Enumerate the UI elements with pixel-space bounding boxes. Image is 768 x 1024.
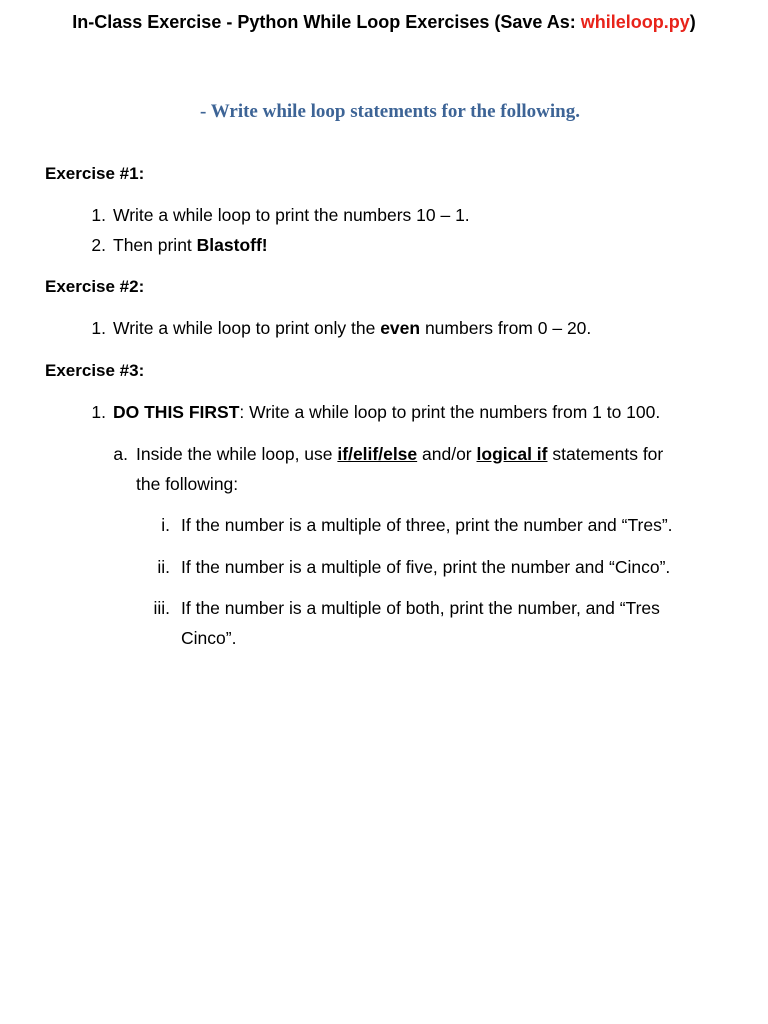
item-text-pre: Then print (113, 235, 197, 255)
list-number: 1. (91, 205, 106, 225)
exercise-2-item-1 (0, 313, 768, 343)
list-roman-numeral: iii. (153, 598, 170, 618)
title-filename: whileloop.py (580, 12, 690, 32)
item-text: If the number is a multiple of both, print the number, and “Tres (181, 598, 660, 618)
exercise-3-subitem-i (0, 510, 768, 540)
list-roman-numeral: ii. (157, 557, 170, 577)
exercise-1-heading: Exercise #1: (45, 164, 145, 183)
item-text-bold: DO THIS FIRST (113, 402, 240, 422)
list-roman-numeral: i. (161, 515, 170, 535)
item-text-mid: and/or (417, 444, 477, 464)
item-text-pre: Write a while loop to print only the (113, 318, 381, 338)
item-text-underlined-1: if/elif/else (337, 444, 418, 464)
item-text: If the number is a multiple of three, print the number and “Tres”. (181, 515, 673, 535)
list-number: 2. (91, 235, 106, 255)
item-text-post: numbers from 0 – 20. (420, 318, 592, 338)
item-text-post: : Write a while loop to print the numbers from 1 to 100. (239, 402, 661, 422)
item-text-post: statements for (547, 444, 664, 464)
item-text-bold: even (380, 318, 421, 338)
document-title (0, 10, 768, 34)
exercise-3-subitem-a (0, 439, 768, 499)
item-text: If the number is a multiple of five, print the number and “Cinco”. (181, 557, 671, 577)
item-text-line2: Cinco”. (181, 628, 237, 648)
item-text (113, 397, 660, 427)
exercise-3-subitem-ii (0, 552, 768, 582)
exercise-3-heading: Exercise #3: (45, 361, 145, 380)
exercise-3-subitem-iii (0, 593, 768, 653)
title-prefix: In-Class Exercise - Python While Loop Exercises (Save As: (72, 12, 581, 32)
instruction-line: - Write while loop statements for the following. (200, 101, 580, 122)
exercise-1-item-2 (0, 230, 768, 260)
item-text (113, 230, 268, 260)
exercise-1-item-1 (0, 200, 768, 230)
item-text-pre: Inside the while loop, use (136, 444, 338, 464)
exercise-3-item-1 (0, 397, 768, 427)
item-text-bold: Blastoff! (196, 235, 268, 255)
title-suffix: ) (689, 12, 696, 32)
item-text-underlined-2: logical if (476, 444, 548, 464)
item-text (113, 313, 591, 343)
list-number: 1. (91, 318, 106, 338)
item-text: Write a while loop to print the numbers 10 – 1. (113, 205, 470, 225)
list-letter: a. (113, 444, 128, 464)
item-text-line2: the following: (136, 474, 239, 494)
list-number: 1. (91, 402, 106, 422)
item-text (136, 439, 663, 469)
exercise-2-heading: Exercise #2: (45, 277, 145, 296)
